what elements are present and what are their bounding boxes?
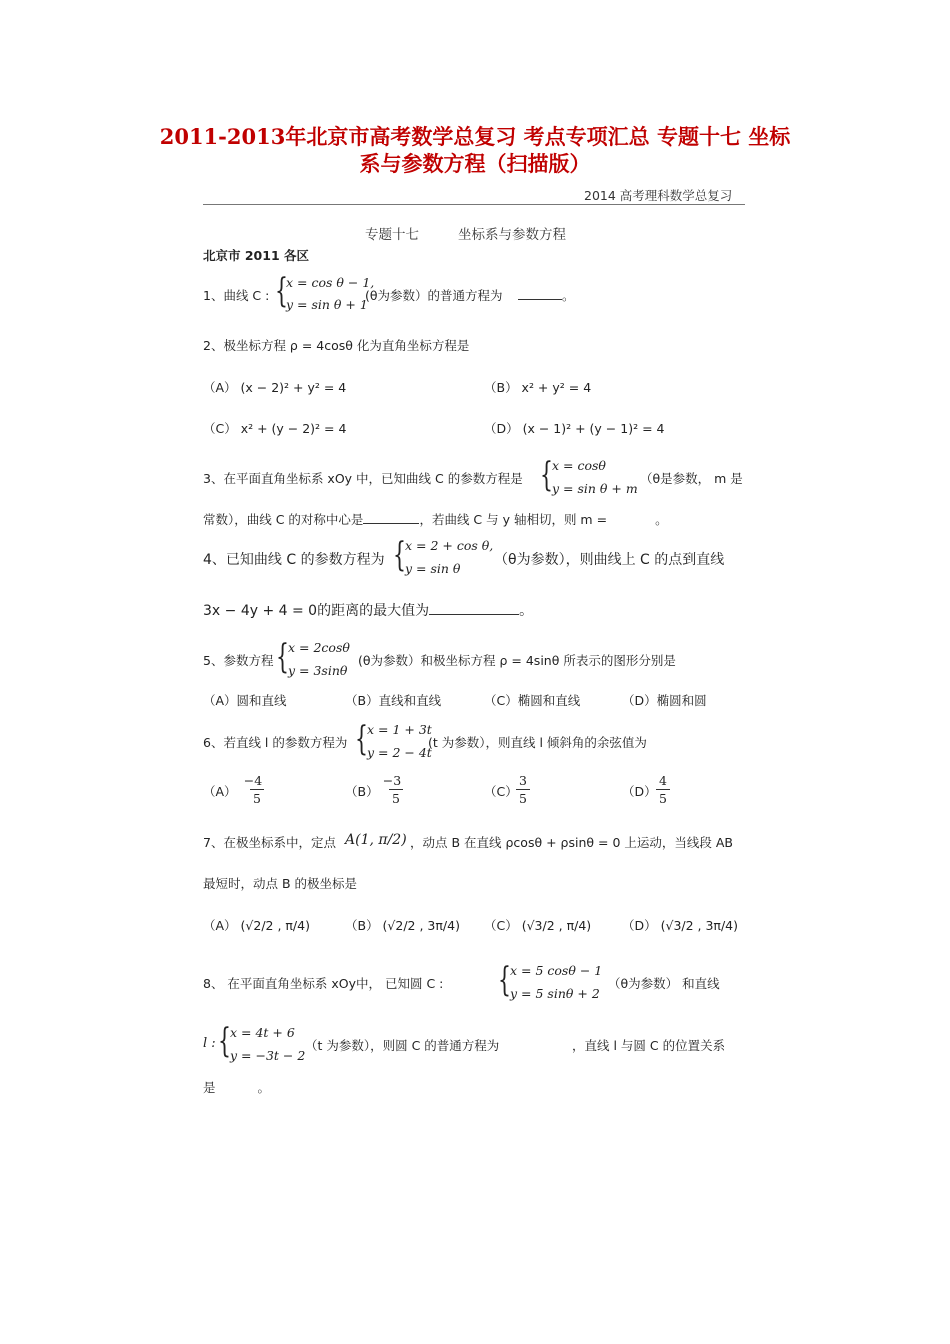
document-title-line-1: 2011-2013年北京市高考数学总复习 考点专项汇总 专题十七 坐标 xyxy=(159,124,791,149)
header-rule xyxy=(203,204,745,205)
q4-eq-2: y = sin θ xyxy=(405,561,461,576)
q3-eq-2: y = sin θ + m xyxy=(552,481,638,496)
q6-option-a: （A） xyxy=(203,784,237,799)
q5-option-a: （A）圆和直线 xyxy=(203,693,287,708)
q7-line-2: 最短时，动点 B 的极坐标是 xyxy=(203,876,358,891)
q6-option-c: （C） xyxy=(484,784,518,799)
q1-question: (θ为参数）的普通方程为 xyxy=(365,288,503,303)
q2-option-b: （B） x² + y² = 4 xyxy=(484,380,592,395)
q1-blank-wrap xyxy=(518,286,575,304)
q8-line-3 xyxy=(203,1078,270,1096)
q8-end: 。 xyxy=(257,1080,271,1095)
q4-line-2-text: 3x − 4y + 4 = 0的距离的最大值为 xyxy=(203,603,430,619)
q1-stem: 1、曲线 C : xyxy=(203,288,270,303)
q6-eq-1: x = 1 + 3t xyxy=(367,722,432,737)
q6-eq-2: y = 2 − 4t xyxy=(367,745,432,760)
q6-option-b: （B） xyxy=(345,784,379,799)
q2-option-c: （C） x² + (y − 2)² = 4 xyxy=(203,421,347,436)
denominator: 5 xyxy=(659,791,667,806)
q5-stem: 5、参数方程 xyxy=(203,653,274,668)
denominator: 5 xyxy=(253,791,261,806)
q8-eq-2: y = 5 sinθ + 2 xyxy=(510,986,600,1001)
q8-line-question: （t 为参数），则圆 C 的普通方程为 xyxy=(305,1038,500,1053)
q4-stem: 4、已知曲线 C 的参数方程为 xyxy=(203,552,385,568)
q6-option-d: （D） xyxy=(622,784,657,799)
scan-header: 2014 高考理科数学总复习 xyxy=(584,188,733,203)
q7-point-a: A(1, π/2) xyxy=(345,832,407,848)
q4-stem-cont: （θ为参数），则曲线上 C 的点到直线 xyxy=(494,552,725,568)
q6-stem-cont: (t 为参数），则直线 l 倾斜角的余弦值为 xyxy=(428,735,647,750)
q4-line-2 xyxy=(203,600,533,620)
answer-blank xyxy=(363,512,419,524)
q3-stem-cont: （θ是参数， m 是 xyxy=(640,471,743,486)
q8-line-3-text: 是 xyxy=(203,1080,216,1095)
q6-stem: 6、若直线 l 的参数方程为 xyxy=(203,735,348,750)
q7-option-c: （C） (√3/2 , π/4) xyxy=(484,918,592,933)
q1-end: 。 xyxy=(562,288,575,303)
q4-brace: { xyxy=(393,535,406,575)
q3-line-2b: ，若曲线 C 与 y 轴相切，则 m = xyxy=(419,512,608,527)
denominator: 5 xyxy=(392,791,400,806)
answer-blank xyxy=(429,603,519,615)
q5-eq-1: x = 2cosθ xyxy=(288,640,350,655)
q8-line-eq-2: y = −3t − 2 xyxy=(230,1048,306,1063)
q3-line-2c: 。 xyxy=(655,512,668,527)
q5-eq-2: y = 3sinθ xyxy=(288,663,348,678)
q6-option-d-fraction xyxy=(656,773,670,806)
answer-blank xyxy=(518,288,562,300)
q8-stem: 8、 在平面直角坐标系 xOy中， 已知圆 C : xyxy=(203,976,444,991)
q6-option-c-fraction xyxy=(516,773,530,806)
numerator: −3 xyxy=(382,773,402,788)
region-heading: 北京市 2011 各区 xyxy=(203,248,309,263)
q5-option-c: （C）椭圆和直线 xyxy=(484,693,581,708)
q3-eq-1: x = cosθ xyxy=(552,458,606,473)
q8-line-question-cont: ，直线 l 与圆 C 的位置关系 xyxy=(572,1038,726,1053)
q2-option-a: （A） (x − 2)² + y² = 4 xyxy=(203,380,347,395)
q3-line-2a: 常数），曲线 C 的对称中心是 xyxy=(203,512,364,527)
q4-end: 。 xyxy=(519,603,534,619)
q5-option-d: （D）椭圆和圆 xyxy=(622,693,707,708)
q8-line-label: l : xyxy=(203,1036,216,1051)
q5-stem-cont: (θ为参数）和极坐标方程 ρ = 4sinθ 所表示的图形分别是 xyxy=(358,653,676,668)
q5-brace: { xyxy=(276,637,289,677)
section-name: 坐标系与参数方程 xyxy=(458,227,566,243)
q3-stem: 3、在平面直角坐标系 xOy 中，已知曲线 C 的参数方程是 xyxy=(203,471,523,486)
q3-line-2 xyxy=(203,510,668,528)
q5-option-b: （B）直线和直线 xyxy=(345,693,442,708)
section-number: 专题十七 xyxy=(365,227,419,243)
q8-line-brace: { xyxy=(218,1021,231,1061)
numerator: 3 xyxy=(519,773,527,788)
q8-line-eq-1: x = 4t + 6 xyxy=(230,1025,295,1040)
q1-brace: { xyxy=(275,271,288,311)
denominator: 5 xyxy=(519,791,527,806)
q7-stem: 7、在极坐标系中，定点 xyxy=(203,835,336,850)
q7-stem-cont: ，动点 B 在直线 ρcosθ + ρsinθ = 0 上运动，当线段 AB xyxy=(410,835,733,850)
q7-option-d: （D） (√3/2 , 3π/4) xyxy=(622,918,738,933)
q7-option-a: （A） (√2/2 , π/4) xyxy=(203,918,310,933)
q8-eq-1: x = 5 cosθ − 1 xyxy=(510,963,603,978)
q7-option-b: （B） (√2/2 , 3π/4) xyxy=(345,918,460,933)
numerator: 4 xyxy=(659,773,667,788)
numerator: −4 xyxy=(243,773,263,788)
q1-eq-2: y = sin θ + 1 xyxy=(286,297,368,312)
document-title-line-2: 系与参数方程（扫描版） xyxy=(359,151,591,176)
q6-brace: { xyxy=(355,719,368,759)
q1-eq-1: x = cos θ − 1, xyxy=(286,275,375,290)
q3-brace: { xyxy=(540,455,553,495)
q8-brace: { xyxy=(498,960,511,1000)
q4-eq-1: x = 2 + cos θ, xyxy=(405,538,494,553)
q6-option-b-fraction xyxy=(381,773,403,806)
q8-stem-cont: （θ为参数） 和直线 xyxy=(608,976,720,991)
q2-option-d: （D） (x − 1)² + (y − 1)² = 4 xyxy=(484,421,665,436)
q2-stem: 2、极坐标方程 ρ = 4cosθ 化为直角坐标方程是 xyxy=(203,338,470,353)
q6-option-a-fraction xyxy=(242,773,264,806)
